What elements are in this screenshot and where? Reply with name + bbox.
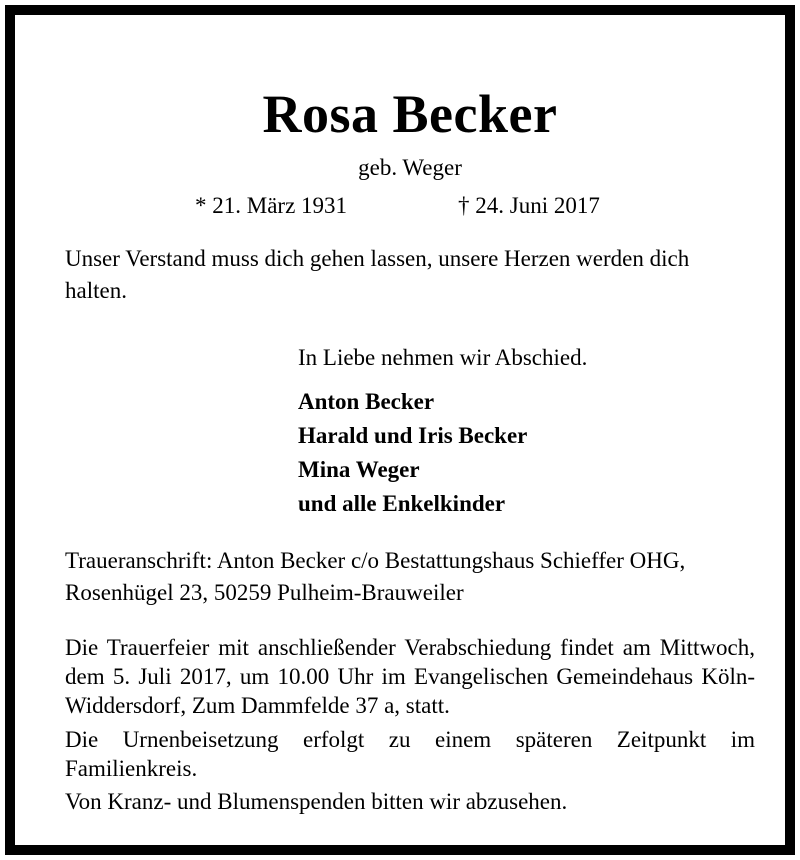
mourner-name: Anton Becker bbox=[298, 389, 435, 414]
mourner-name: und alle Enkelkinder bbox=[298, 491, 506, 516]
obituary-notice bbox=[5, 5, 795, 855]
deceased-name: Rosa Becker bbox=[262, 84, 558, 144]
birth-date: * 21. März 1931 bbox=[195, 193, 348, 218]
mourners-list bbox=[298, 385, 527, 521]
flowers-text: Von Kranz- und Blumenspenden bitten wir abzusehen. bbox=[65, 789, 568, 814]
farewell-text: In Liebe nehmen wir Abschied. bbox=[298, 345, 588, 370]
death-date: † 24. Juni 2017 bbox=[458, 193, 600, 218]
ceremony-text: Die Trauerfeier mit anschließender Verabschiedung findet am Mittwoch, dem 5. Juli 2017, um 10.00 Uhr im Evangelischen Gemeindehaus Köln-Widdersdorf, Zum Dammfelde 37 a, statt. bbox=[65, 635, 755, 718]
quote-text: Unser Verstand muss dich gehen lassen, unsere Herzen werden dich halten. bbox=[65, 246, 690, 303]
address-line: Rosenhügel 23, 50259 Pulheim-Brauweiler bbox=[65, 580, 464, 605]
mourner-name: Harald und Iris Becker bbox=[298, 423, 528, 448]
mourner-name: Mina Weger bbox=[298, 457, 420, 482]
address-line: Traueranschrift: Anton Becker c/o Bestattungshaus Schieffer OHG, bbox=[65, 548, 686, 573]
maiden-name: geb. Weger bbox=[358, 155, 462, 180]
burial-text: Die Urnenbeisetzung erfolgt zu einem späteren Zeitpunkt im Familienkreis. bbox=[65, 727, 755, 781]
mourning-address bbox=[65, 545, 755, 609]
